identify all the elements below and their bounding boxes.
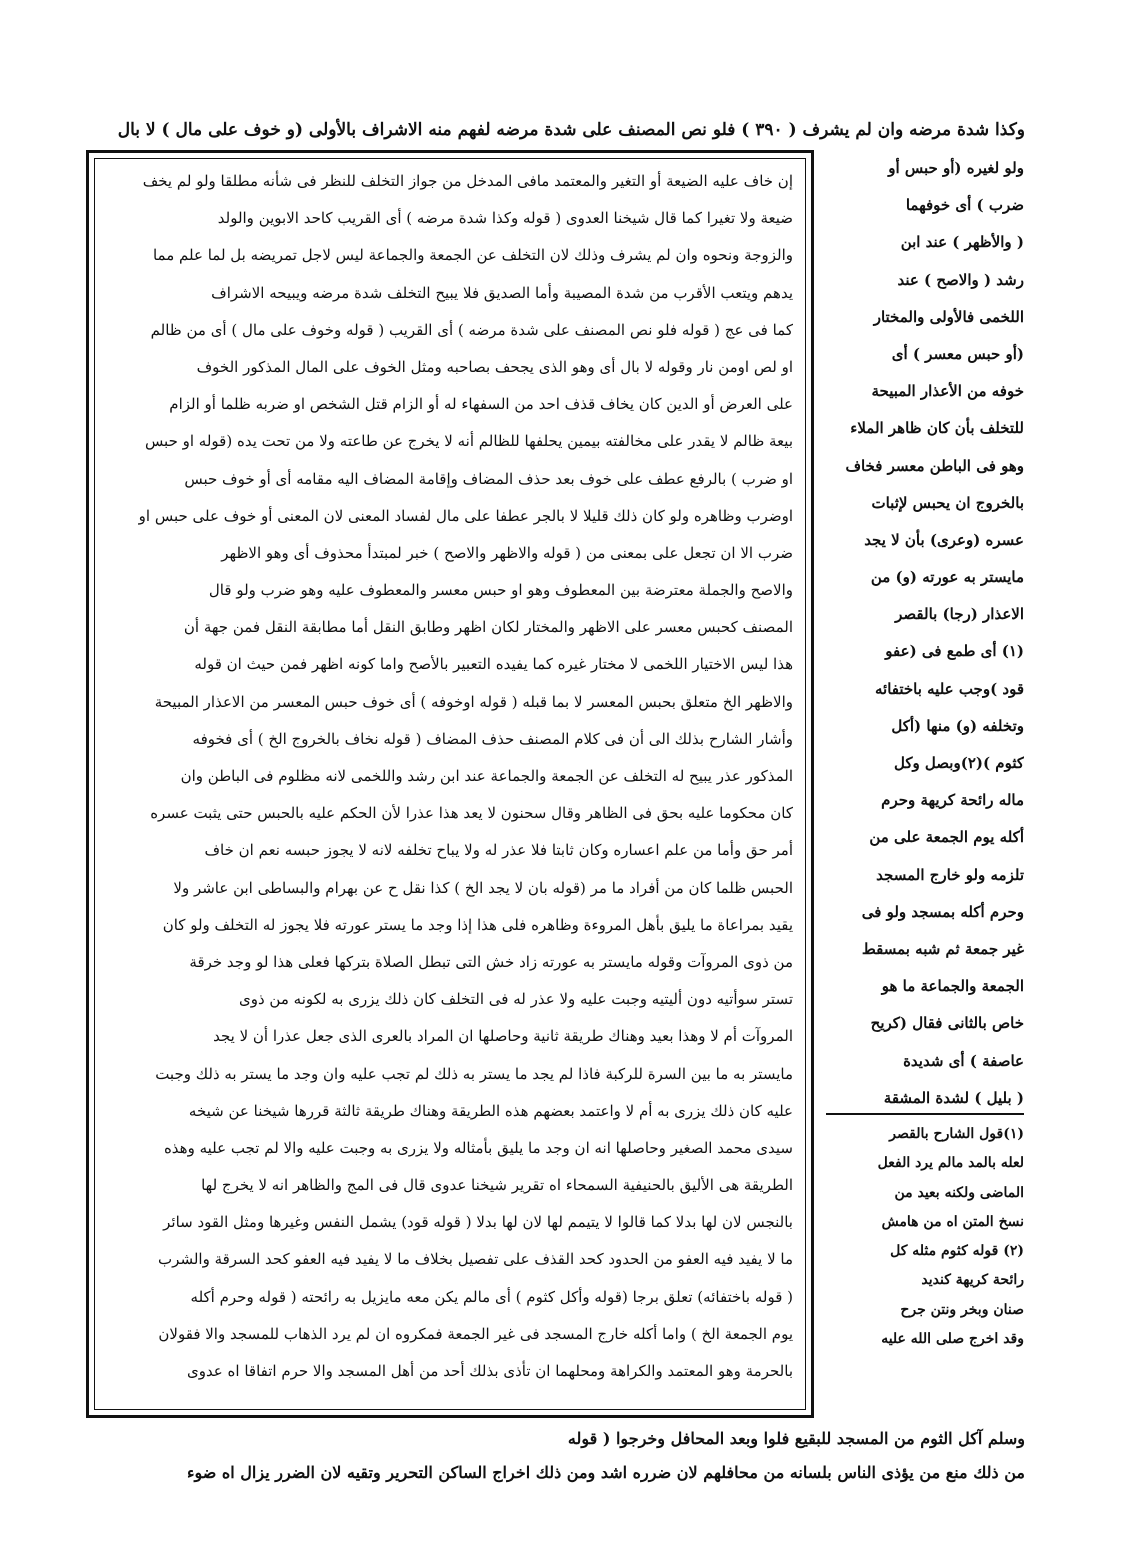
- matn-line: للتخلف بأن كان ظاهر الملاء: [850, 419, 1024, 438]
- footnote-line: الماضى ولكنه بعيد من: [894, 1184, 1024, 1201]
- commentary-line: إن خاف عليه الضيعة أو التغير والمعتمد مافى المدخل من جواز التخلف للنظر فى شأنه مطلقا ولو لم يخف: [142, 172, 793, 190]
- commentary-line: او لص اومن نار وقوله لا بال أى وهو الذى يجحف بصاحبه ومثل الخوف على المال المذكور الخوف: [196, 357, 793, 376]
- matn-line: تلزمه ولو خارج المسجد: [876, 865, 1024, 884]
- matn-line: (أو حبس معسر ) أى: [891, 344, 1024, 363]
- commentary-line: والاظهر الخ متعلق بحبس المعسر لا بما قبله ( قوله اوخوفه ) أى خوف حبس المعسر من الاعذار المبيحة: [154, 692, 793, 711]
- commentary-line: اوضرب وظاهره ولو كان ذلك قليلا لا بالجر عطفا على مال لفساد المعنى لان المعنى أو خوف على حبس او: [138, 506, 793, 525]
- notes-divider: [826, 1113, 1024, 1115]
- matn-line: ولو لغيره (أو حبس أو: [888, 159, 1024, 177]
- matn-line: وهو فى الباطن معسر فخاف: [845, 456, 1024, 475]
- commentary-line: سيدى محمد الصغير وحاصلها انه ان وجد ما يليق بأمثاله ولا يزرى به وجبت عليه والا لم تجب عليه وهذه: [163, 1138, 793, 1157]
- matn-line: ماله رائحة كريهة وحرم: [881, 791, 1024, 810]
- matn-line: عاصفة ) أى شديدة: [903, 1051, 1024, 1070]
- footnote-line: لعله بالمد مالم يرد الفعل: [877, 1155, 1024, 1172]
- footnote-line: رائحة كريهة كنديد: [921, 1272, 1024, 1289]
- commentary-line: بالحرمة وهو المعتمد والكراهة ومحلهما ان تأذى بذلك أحد من أهل المسجد والا حرم اتفاقا اه عدوى: [186, 1362, 793, 1380]
- matn-line: خوفه من الأعذار المبيحة: [871, 382, 1024, 401]
- footnote-line: نسخ المتن اه من هامش: [881, 1213, 1024, 1230]
- matn-line: غير جمعة ثم شبه بمسقط: [861, 939, 1024, 958]
- commentary-line: أمر حق وأما من علم اعساره وكان ثابتا فلا عذر له ولا يباح تخلفه لانه لا يجوز حبسه نعم ان خاف: [204, 841, 793, 860]
- commentary-line: كما فى عج ( قوله فلو نص المصنف على شدة مرضه ) أى القريب ( قوله وخوف على مال ) أى من ظالم: [150, 320, 793, 339]
- commentary-text: [94, 158, 806, 1410]
- commentary-line: بيعة ظالم لا يقدر على مخالفته بيمين يحلفها للظالم أنه لا يخرج عن طاعته ولا من تحت يده (قوله او حبس: [144, 432, 793, 451]
- commentary-line: وأشار الشارح بذلك الى أن فى كلام المصنف حذف المضاف ( قوله نخاف بالخروج الخ ) أى فخوفه: [192, 729, 793, 748]
- footnote-line: وقد اخرج صلى الله عليه: [881, 1331, 1024, 1348]
- matn-line: قود )وجب عليه باختفائه: [874, 679, 1024, 698]
- matn-line: ضرب ) أى خوفهما: [905, 196, 1024, 215]
- commentary-line: يقيد بمراعاة ما يليق بأهل المروءة وظاهره فلى هذا إذا وجد ما يستر عورته فلا يجوز له التخلف ولو كان: [162, 915, 793, 934]
- footnotes-column: [824, 1120, 1024, 1420]
- commentary-line: المروآت أم لا وهذا بعيد وهناك طريقة ثانية وحاصلها ان المراد بالعرى الذى جعل عذرا أن لا يجد: [213, 1027, 793, 1046]
- commentary-frame: [86, 150, 814, 1418]
- matn-line: الجمعة والجماعة ما هو: [881, 977, 1024, 996]
- commentary-line: عليه كان ذلك يزرى به أم لا واعتمد بعضهم هذه الطريقة وهناك طريقة ثالثة قررها شيخنا عن شيخه: [188, 1101, 793, 1120]
- commentary-line: يوم الجمعة الخ ) واما أكله خارج المسجد فى غير الجمعة فمكروه ان لم يرد الذهاب للمسجد والا فقولان: [158, 1324, 793, 1343]
- matn-line: أكله يوم الجمعة على من: [869, 828, 1024, 847]
- matn-line: (١) أى طمع فى (عفو: [885, 642, 1024, 661]
- matn-line: اللخمى فالأولى والمختار: [873, 307, 1024, 326]
- matn-line: بالخروج ان يحبس لإثبات: [871, 493, 1024, 512]
- matn-line: عسره (وعرى) بأن لا يجد: [864, 530, 1024, 549]
- footnote-line: (٢) قوله كثوم مثله كل: [890, 1243, 1024, 1260]
- commentary-line: الطريقة هى الأليق بالحنيفية السمحاء اه تقرير شيخنا عدوى قال فى المج والظاهر انه لا يخرج لها: [201, 1176, 793, 1195]
- commentary-line: على العرض أو الدين كان يخاف قذف احد من السفهاء له أو الزام قتل الشخص او ضربه ظلما أو الزام: [169, 395, 793, 414]
- matn-line: خاص بالثانى فقال (كريح: [870, 1014, 1024, 1033]
- commentary-line: ( قوله باختفائه) تعلق برجا (قوله وأكل كثوم ) أى مالم يكن معه مايزيل به رائحته ( قوله وحرم أكله: [190, 1287, 793, 1306]
- commentary-line: كان محكوما عليه بحق فى الظاهر وقال سحنون لا يعد هذا عذرا لأن الحكم عليه بالحبس حتى يثبت عسره: [150, 804, 793, 823]
- commentary-line: ما لا يفيد فيه العفو من الحدود كحد القذف على تفصيل بخلاف ما لا يفيد فيه العفو كحد السرقة والشرب: [158, 1250, 793, 1269]
- footer-line-1: وسلم آكل الثوم من المسجد للبقيع فلوا وبعد المحافل وخرجوا ( قوله: [567, 1429, 1025, 1448]
- matn-line: كثوم )(٢)وبصل وكل: [893, 754, 1024, 772]
- matn-line: ( والأظهر ) عند ابن: [900, 233, 1024, 252]
- commentary-line: تستر سوأتيه دون أليتيه وجبت عليه ولا عذر له فى التخلف كان ذلك يزرى به لكونه من ذوى: [239, 990, 793, 1009]
- commentary-line: ضيعة ولا تغيرا كما قال شيخنا العدوى ( قوله وكذا شدة مرضه ) أى القريب كاحد الابوين والولد: [217, 209, 793, 228]
- running-header: وكذا شدة مرضه وان لم يشرف ( ٣٩٠ ) فلو نص المصنف على شدة مرضه لفهم منه الاشراف بالأولى (و خوف على مال ) لا بال: [117, 120, 1025, 140]
- commentary-line: يدهم ويتعب الأقرب من شدة المصيبة وأما الصديق فلا يبيح التخلف شدة مرضه ويبيحه الاشراف: [211, 283, 793, 302]
- matn-line: ( بليل ) لشدة المشقة: [883, 1088, 1024, 1107]
- matn-line: رشد ( والاصح ) عند: [897, 270, 1024, 289]
- commentary-line: ضرب الا ان تجعل على بمعنى من ( قوله والاظهر والاصح ) خبر لمبتدأ محذوف أى وهو الاظهر: [221, 543, 793, 562]
- commentary-line: المذكور عذر يبيح له التخلف عن الجمعة والجماعة عند ابن رشد واللخمى لانه مظلوم فى الباطن وان: [180, 767, 793, 785]
- commentary-line: او ضرب ) بالرفع عطف على خوف بعد حذف المضاف وإقامة المضاف اليه مقامه أى أو خوف حبس: [184, 469, 793, 488]
- commentary-line: والاصح والجملة معترضة بين المعطوف وهو او حبس معسر والمعطوف عليه وهو ضرب ولو قال: [208, 581, 793, 600]
- commentary-line: من ذوى المروآت وقوله مايستر به عورته زاد خش التى تبطل الصلاة بتركها فعلى هذا لو وجد خرقة: [189, 952, 793, 971]
- footer-line-2: من ذلك منع من يؤذى الناس بلسانه من محافلهم لان ضرره اشد ومن ذلك اخراج الساكن التحرير وتقيه لان الضرر يزال اه ضوء: [186, 1463, 1025, 1482]
- matn-column: [824, 150, 1024, 1107]
- commentary-line: بالنجس لان لها بدلا كما قالوا لا يتيمم لها لان لها بدلا ( قوله قود) يشمل النفس وغيرها ومثل القود سائر: [163, 1213, 793, 1232]
- commentary-line: الحبس ظلما كان من أفراد ما مر (قوله بان لا يجد الخ ) كذا نقل ح عن بهرام والبساطى ابن عاشر ولا: [173, 878, 793, 897]
- matn-line: مايستر به عورته (و) من: [870, 568, 1024, 587]
- footnote-line: صنان وبخر ونتن جرح: [900, 1301, 1024, 1318]
- matn-line: وتخلفه (و) منها (أكل: [891, 716, 1024, 735]
- commentary-line: المصنف كحبس معسر على الاظهر والمختار لكان اظهر وطابق النقل أما مطابقة النقل فمن جهة أن: [183, 618, 793, 637]
- matn-line: الاعذار (رجا) بالقصر: [895, 605, 1024, 624]
- footnote-line: (١)قول الشارح بالقصر: [889, 1126, 1024, 1142]
- commentary-line: مايستر به ما بين السرة للركبة فاذا لم يجد ما يستر به ذلك لم تجب عليه وان وجد ما يستر به ذلك وجبت: [155, 1064, 793, 1083]
- matn-line: وحرم أكله بمسجد ولو فى: [861, 902, 1024, 921]
- commentary-line: هذا ليس الاختيار اللخمى لا مختار غيره كما يفيده التعبير بالأصح واما كونه اظهر فمن حيث ان قوله: [194, 655, 793, 674]
- commentary-line: والزوجة ونحوه وان لم يشرف وذلك لان التخلف عن الجمعة والجماعة ليس لاجل تمريضه بل لما علم مما: [152, 246, 793, 265]
